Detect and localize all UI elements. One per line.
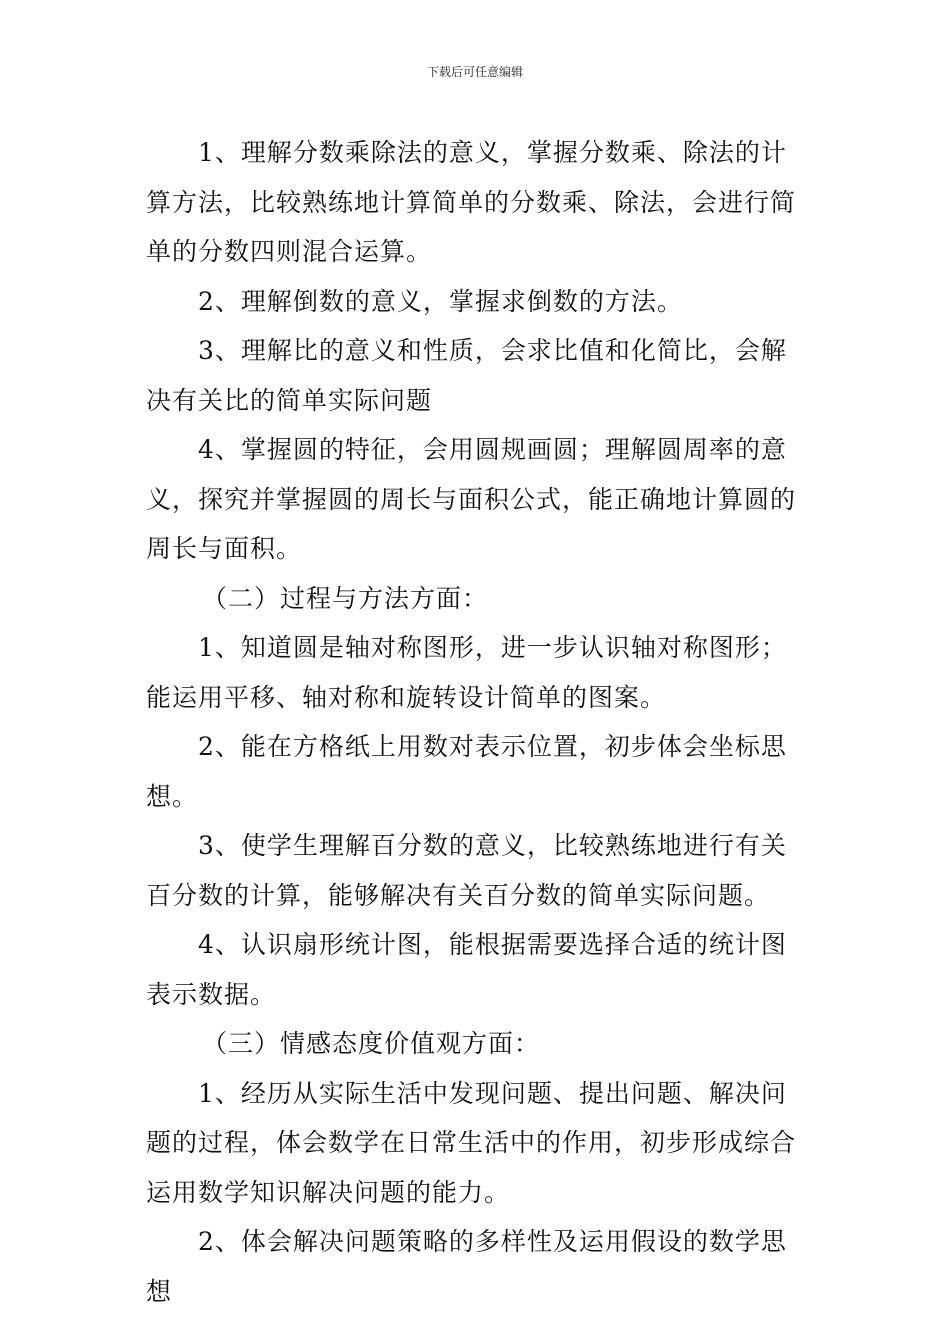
paragraph-percentage: 3、使学生理解百分数的意义，比较熟练地进行有关百分数的计算，能够解决有关百分数的简单实际问题。 <box>146 831 787 910</box>
paragraph-strategy-diversity: 2、体会解决问题策略的多样性及运用假设的数学思想 <box>146 1227 787 1306</box>
document-body <box>146 128 810 1316</box>
paragraph-fraction-operations: 1、理解分数乘除法的意义，掌握分数乘、除法的计算方法，比较熟练地计算简单的分数乘、除法，会进行简单的分数四则混合运算。 <box>146 138 797 266</box>
paragraph-problem-solving: 1、经历从实际生活中发现问题、提出问题、解决问题的过程，体会数学在日常生活中的作用，初步形成综合运用数学知识解决问题的能力。 <box>146 1078 797 1207</box>
paragraph-ratio: 3、理解比的意义和性质，会求比值和化简比，会解决有关比的简单实际问题 <box>146 336 787 415</box>
paragraph-axial-symmetry: 1、知道圆是轴对称图形，进一步认识轴对称图形；能运用平移、轴对称和旋转设计简单的图案。 <box>146 633 787 712</box>
paragraph-pie-chart: 4、认识扇形统计图，能根据需要选择合适的统计图表示数据。 <box>146 930 787 1009</box>
section-heading-attitude-values: （三）情感态度价值观方面： <box>202 1029 541 1058</box>
paragraph-coordinate-pairs: 2、能在方格纸上用数对表示位置，初步体会坐标思想。 <box>146 732 787 811</box>
paragraph-circle: 4、掌握圆的特征，会用圆规画圆；理解圆周率的意义，探究并掌握圆的周长与面积公式，能正确地计算圆的周长与面积。 <box>146 435 797 563</box>
page-header: 下载后可任意编辑 <box>426 65 523 79</box>
section-heading-process-method: （二）过程与方法方面： <box>202 583 489 613</box>
paragraph-reciprocal: 2、理解倒数的意义，掌握求倒数的方法。 <box>198 286 683 316</box>
